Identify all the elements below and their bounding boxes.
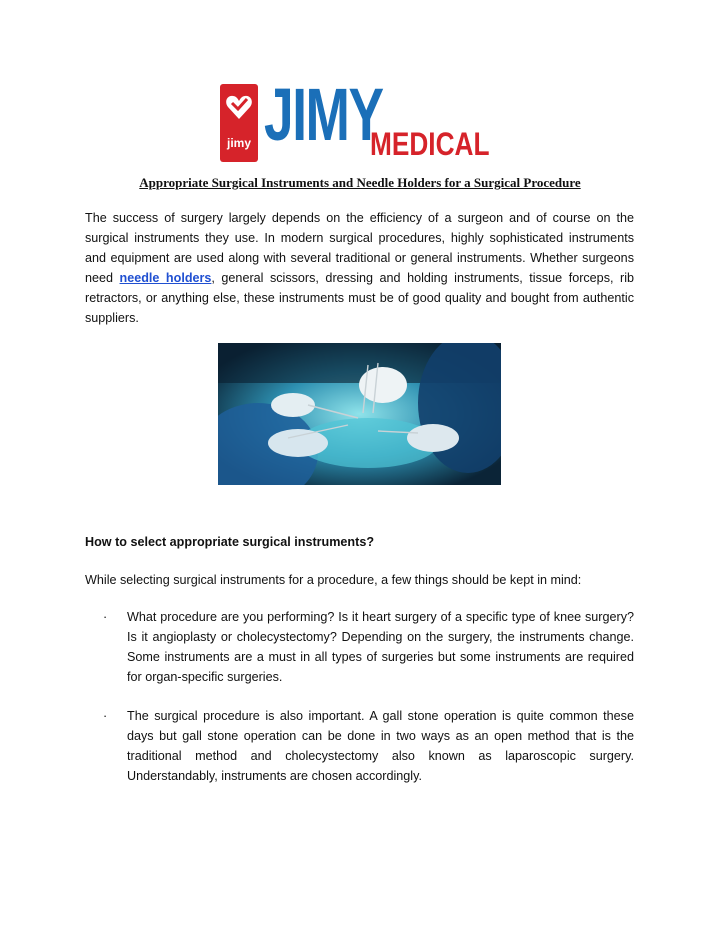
bullet-marker: · bbox=[103, 709, 108, 723]
logo-mark bbox=[220, 84, 258, 162]
heart-icon bbox=[225, 94, 253, 120]
company-logo bbox=[220, 73, 500, 162]
lead-paragraph: While selecting surgical instruments for a procedure, a few things should be kept in mind: bbox=[85, 573, 582, 587]
surgery-photo bbox=[218, 343, 501, 485]
intro-text-before: The success of surgery largely depends on the efficiency of a surgeon and of course on the surgical instruments they use. In modern surgical procedures, highly sophisticated instruments and equipment are used along with several traditional or general instruments. Whether surgeons need bbox=[85, 211, 634, 285]
bullet-text: The surgical procedure is also important. A gall stone operation is quite common these days but gall stone operation can be done in two ways as an open method that is the traditional method and cholecystectomy also known as laparoscopic surgery. Understandably, instruments are chosen accordingly. bbox=[127, 709, 634, 783]
list-item bbox=[85, 706, 634, 786]
logo-wordmark: JIMY bbox=[264, 73, 383, 156]
list-item bbox=[85, 607, 634, 687]
bullet-marker: · bbox=[103, 610, 108, 624]
bullet-text: What procedure are you performing? Is it heart surgery of a specific type of knee surgery? Is it angioplasty or cholecystectomy? Depending on the surgery, the instruments change. Some instruments are a must in all types of surgeries but some instruments are required for organ-specific surgeries. bbox=[127, 610, 634, 684]
document-title: Appropriate Surgical Instruments and Needle Holders for a Surgical Procedure bbox=[139, 175, 581, 190]
logo-subtitle: MEDICAL bbox=[370, 126, 490, 162]
needle-holders-link[interactable]: needle holders bbox=[119, 271, 212, 285]
section-heading: How to select appropriate surgical instruments? bbox=[85, 535, 375, 549]
intro-paragraph bbox=[85, 208, 634, 328]
logo-mark-text: jimy bbox=[226, 136, 251, 150]
intro-text-after: , general scissors, dressing and holding instruments, tissue forceps, rib retractors, or anything else, these instruments must be of good quality and bought from authentic suppliers. bbox=[85, 271, 634, 325]
